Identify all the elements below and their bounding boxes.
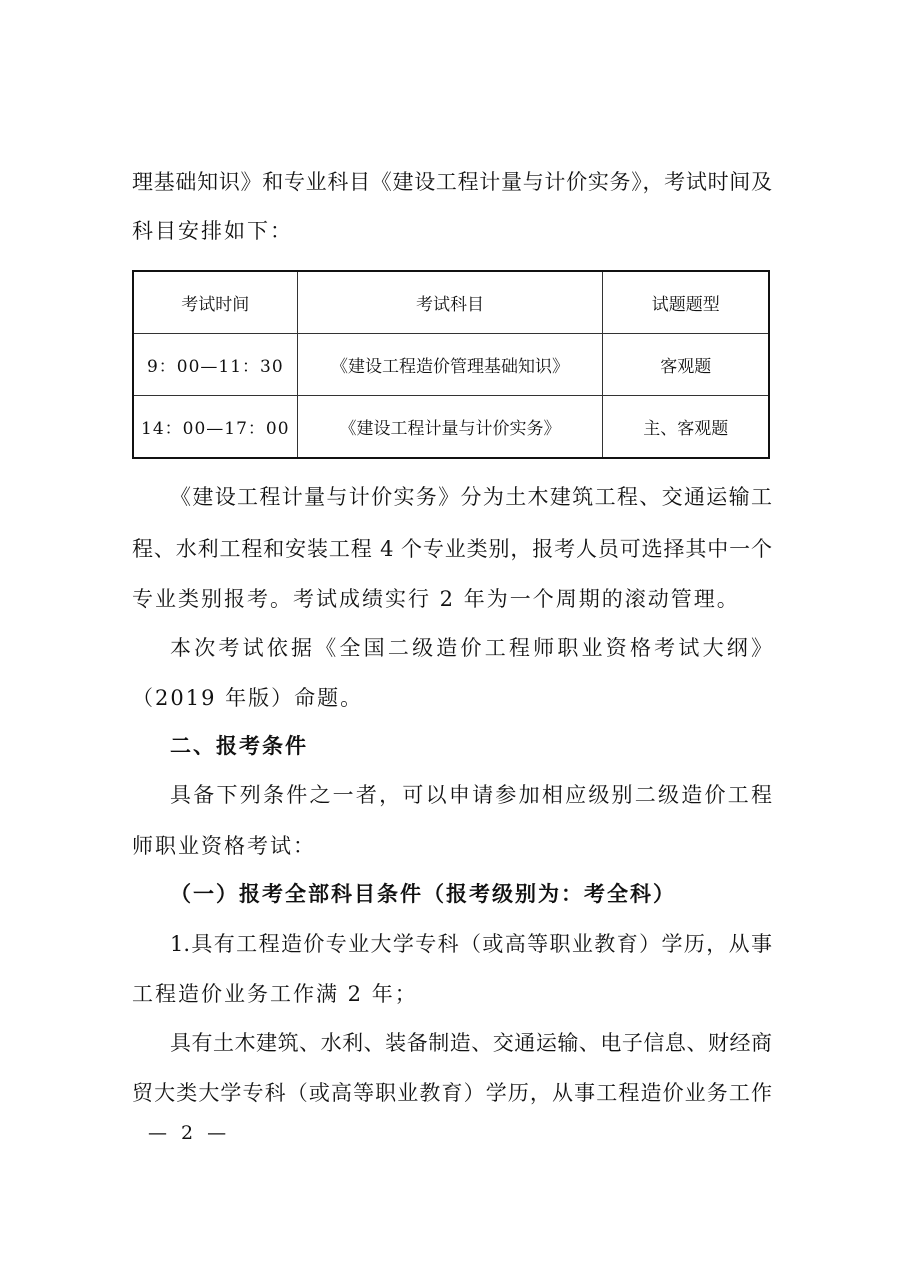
table-header-row <box>133 271 769 334</box>
cell-subject: 《建设工程计量与计价实务》 <box>297 396 603 459</box>
paragraph-line: 1.具有工程造价专业大学专科（或高等职业教育）学历，从事 <box>170 932 772 956</box>
section-heading: 二、报考条件 <box>170 734 308 758</box>
cell-time: 9：00—11：30 <box>133 334 297 396</box>
paragraph-line: 具备下列条件之一者，可以申请参加相应级别二级造价工程 <box>170 783 772 807</box>
paragraph-line: 工程造价业务工作满 2 年； <box>132 982 418 1006</box>
cell-subject: 《建设工程造价管理基础知识》 <box>297 334 603 396</box>
page-number: — 2 — <box>148 1122 231 1144</box>
paragraph-line: 师职业资格考试： <box>132 834 316 858</box>
paragraph-line: 程、水利工程和安装工程 4 个专业类别，报考人员可选择其中一个 <box>132 537 772 561</box>
cell-time: 14：00—17：00 <box>133 396 297 459</box>
table-row <box>133 334 769 396</box>
paragraph-line: 专业类别报考。考试成绩实行 2 年为一个周期的滚动管理。 <box>132 587 740 611</box>
exam-schedule-table <box>132 270 770 459</box>
table-row <box>133 396 769 459</box>
paragraph-line: 具有土木建筑、水利、装备制造、交通运输、电子信息、财经商 <box>170 1031 772 1055</box>
paragraph-line: 理基础知识》和专业科目《建设工程计量与计价实务》，考试时间及 <box>132 170 772 194</box>
paragraph-line: 贸大类大学专科（或高等职业教育）学历，从事工程造价业务工作 <box>132 1081 772 1105</box>
paragraph-line: 《建设工程计量与计价实务》分为土木建筑工程、交通运输工 <box>170 485 772 509</box>
subsection-heading: （一）报考全部科目条件（报考级别为：考全科） <box>170 882 676 906</box>
header-question-type: 试题题型 <box>603 271 769 334</box>
header-exam-subject: 考试科目 <box>297 271 603 334</box>
cell-type: 主、客观题 <box>603 396 769 459</box>
paragraph-line: 科目安排如下： <box>132 219 293 243</box>
cell-type: 客观题 <box>603 334 769 396</box>
paragraph-line: （2019 年版）命题。 <box>132 686 364 710</box>
header-exam-time: 考试时间 <box>133 271 297 334</box>
paragraph-line: 本次考试依据《全国二级造价工程师职业资格考试大纲》 <box>170 636 772 660</box>
